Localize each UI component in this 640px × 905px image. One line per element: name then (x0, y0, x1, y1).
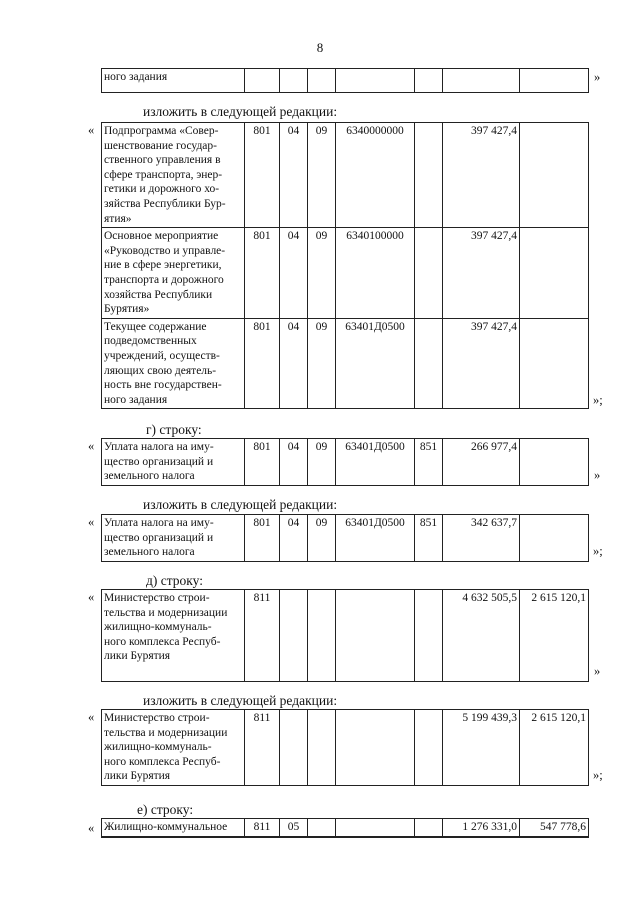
open-quote: « (88, 590, 95, 604)
open-quote: « (88, 439, 95, 453)
row-rz (280, 590, 308, 682)
row-pr (308, 710, 336, 786)
row-rz (280, 710, 308, 786)
section-heading: изложить в следующей редакции: (143, 693, 338, 708)
budget-table-b1 (101, 122, 589, 409)
budget-table-b5 (101, 709, 589, 786)
row-sum2 (520, 123, 589, 228)
row-vr (415, 590, 443, 682)
row-grbs: 801 (245, 439, 280, 486)
close-quote-semicolon: »; (593, 768, 603, 782)
table-row (102, 123, 589, 228)
row-csr: 63401Д0500 (336, 515, 415, 562)
row-grbs: 801 (245, 318, 280, 409)
row-sum2 (520, 228, 589, 319)
row-rz: 04 (280, 228, 308, 319)
table-row (102, 439, 589, 486)
row-pr: 09 (308, 228, 336, 319)
close-quote-semicolon: »; (593, 544, 603, 558)
section-heading: изложить в следующей редакции: (143, 104, 338, 119)
row-sum1: 397 427,4 (443, 318, 520, 409)
row-vr (415, 819, 443, 837)
row-csr: 6340100000 (336, 228, 415, 319)
row-vr (415, 69, 443, 93)
row-grbs: 801 (245, 123, 280, 228)
section-heading: изложить в следующей редакции: (143, 497, 338, 512)
row-pr: 09 (308, 123, 336, 228)
budget-table-b4 (101, 589, 589, 682)
row-csr: 63401Д0500 (336, 318, 415, 409)
row-sum1: 342 637,7 (443, 515, 520, 562)
row-name: Министерство строи- тельства и модернизации жилищно-коммуналь- ного комплекса Респуб- лики Бурятия (102, 590, 245, 682)
table-row (102, 590, 589, 682)
row-rz: 04 (280, 123, 308, 228)
row-name: Министерство строи- тельства и модернизации жилищно-коммуналь- ного комплекса Респуб- лики Бурятия (102, 710, 245, 786)
row-grbs: 801 (245, 228, 280, 319)
budget-table-continuation (101, 68, 589, 93)
open-quote: « (88, 710, 95, 724)
row-sum1: 397 427,4 (443, 228, 520, 319)
close-quote-semicolon: »; (593, 393, 603, 407)
table-row (102, 515, 589, 562)
row-sum2 (520, 69, 589, 93)
row-pr (308, 819, 336, 837)
section-heading: е) строку: (137, 802, 194, 817)
row-vr: 851 (415, 439, 443, 486)
row-name: Основное мероприятие «Руководство и управле- ние в сфере энергетики, транспорта и дорожного хозяйства Республики Бурятия» (102, 228, 245, 319)
table-row (102, 819, 589, 837)
row-csr (336, 819, 415, 837)
row-name: Жилищно-коммунальное (102, 819, 245, 837)
row-csr (336, 710, 415, 786)
table-row (102, 228, 589, 319)
open-quote: « (88, 821, 95, 835)
row-vr (415, 123, 443, 228)
row-pr: 09 (308, 439, 336, 486)
row-sum2 (520, 515, 589, 562)
row-name: Уплата налога на иму- щество организаций и земельного налога (102, 439, 245, 486)
row-rz (280, 69, 308, 93)
row-name: Текущее содержание подведомственных учреждений, осуществ- ляющих свою деятель- ность вне государствен- ного задания (102, 318, 245, 409)
section-heading: г) строку: (146, 422, 202, 437)
row-pr: 09 (308, 318, 336, 409)
table-row (102, 710, 589, 786)
row-rz: 05 (280, 819, 308, 837)
close-quote: » (594, 468, 601, 482)
row-sum1: 4 632 505,5 (443, 590, 520, 682)
row-sum2: 547 778,6 (520, 819, 589, 837)
row-name: ного задания (102, 69, 245, 93)
row-csr: 6340000000 (336, 123, 415, 228)
row-rz: 04 (280, 318, 308, 409)
row-grbs: 801 (245, 515, 280, 562)
page-number: 8 (316, 40, 324, 55)
budget-table-b6 (101, 818, 589, 838)
row-sum2: 2 615 120,1 (520, 590, 589, 682)
row-sum2 (520, 318, 589, 409)
row-vr: 851 (415, 515, 443, 562)
close-quote: » (594, 70, 601, 84)
row-name: Уплата налога на иму- щество организаций и земельного налога (102, 515, 245, 562)
budget-table-b3 (101, 514, 589, 562)
table-row (102, 318, 589, 409)
open-quote: « (88, 123, 95, 137)
open-quote: « (88, 515, 95, 529)
row-sum1: 266 977,4 (443, 439, 520, 486)
row-sum1: 5 199 439,3 (443, 710, 520, 786)
row-csr (336, 590, 415, 682)
row-grbs (245, 69, 280, 93)
row-sum2: 2 615 120,1 (520, 710, 589, 786)
section-heading: д) строку: (146, 573, 203, 588)
row-name: Подпрограмма «Совер- шенствование государ- ственного управления в сфере транспорта, энер- гетики и дорожного хо- зяйства Республики Бур- ятия» (102, 123, 245, 228)
row-grbs: 811 (245, 590, 280, 682)
row-vr (415, 318, 443, 409)
row-sum1 (443, 69, 520, 93)
row-pr: 09 (308, 515, 336, 562)
table-row (102, 69, 589, 93)
row-sum1: 397 427,4 (443, 123, 520, 228)
row-rz: 04 (280, 515, 308, 562)
row-rz: 04 (280, 439, 308, 486)
row-sum2 (520, 439, 589, 486)
budget-table-b2 (101, 438, 589, 486)
row-csr: 63401Д0500 (336, 439, 415, 486)
row-csr (336, 69, 415, 93)
row-sum1: 1 276 331,0 (443, 819, 520, 837)
row-vr (415, 710, 443, 786)
row-pr (308, 69, 336, 93)
row-vr (415, 228, 443, 319)
row-pr (308, 590, 336, 682)
row-grbs: 811 (245, 710, 280, 786)
row-grbs: 811 (245, 819, 280, 837)
close-quote: » (594, 664, 601, 678)
